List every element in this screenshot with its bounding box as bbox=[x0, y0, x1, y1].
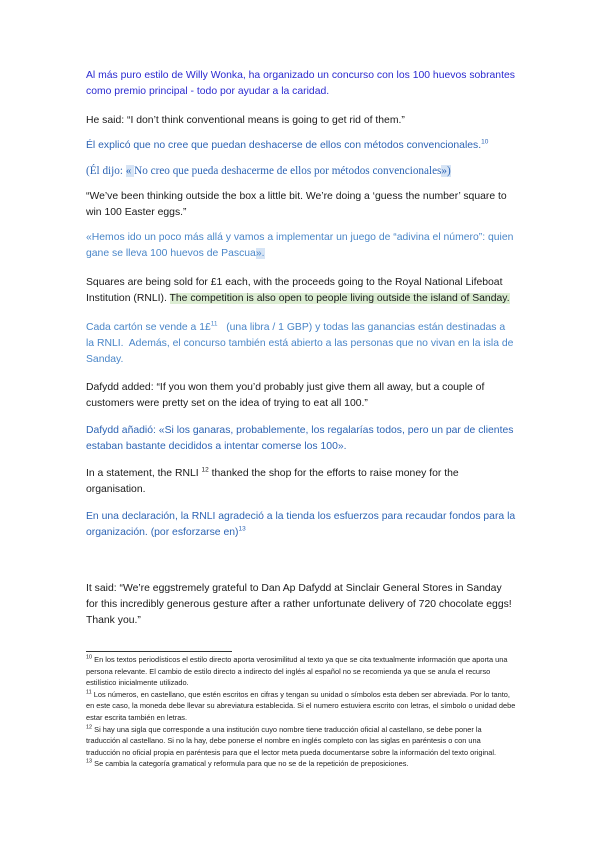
paragraph-squares bbox=[86, 275, 516, 307]
el-dijo-label: (Él dijo: bbox=[86, 165, 126, 177]
hemos-ido-text: «Hemos ido un poco más allá y vamos a implementar un juego de “adivina el número”: quien gane se lleva 100 huevos de Pascua bbox=[86, 232, 514, 259]
footnote-13 bbox=[86, 758, 516, 770]
squares-text: Squares are being sold for £1 each, with the proceeds going to the Royal National Lifeboat Institution (RNLI). bbox=[86, 277, 503, 304]
footnote-12 bbox=[86, 724, 516, 759]
dafydd-anadio-text: Dafydd añadió: «Si los ganaras, probablemente, los regalarías todos, pero un par de clientes estaban bastante decididos a intentar comerse los 100». bbox=[86, 425, 514, 452]
explico-text: Él explicó que no cree que puedan deshacerse de ellos con métodos convencionales. bbox=[86, 140, 482, 151]
footnote-number: 11 bbox=[86, 689, 92, 696]
paragraph-declaracion bbox=[86, 509, 516, 541]
document-page bbox=[86, 68, 516, 770]
paragraph-it-said bbox=[86, 581, 516, 629]
paragraph-outside-box bbox=[86, 189, 516, 221]
close-quote-mark: ») bbox=[441, 165, 451, 177]
it-said-text: It said: “We’re eggstremely grateful to Dan Ap Dafydd at Sinclair General Stores in Sanday for this incredibly generous gesture after a rather unfortunate delivery of 720 chocolate eggs! Thank you.” bbox=[86, 583, 512, 626]
outside-box-text: “We’ve been thinking outside the box a little bit. We’re doing a ‘guess the number’ square to win 100 Easter eggs.” bbox=[86, 191, 507, 218]
intro-es-text: Al más puro estilo de Willy Wonka, ha organizado un concurso con los 100 huevos sobrantes como premio principal - todo por ayudar a la caridad. bbox=[86, 70, 515, 97]
declaracion-text: En una declaración, la RNLI agradeció a la tienda los esfuerzos para recaudar fondos para la organización. (por esforzarse en) bbox=[86, 511, 516, 538]
footnote-text: En los textos periodísticos el estilo directo aporta verosimilitud al texto ya que se cita textualmente información que aporta una persona relevante. El cambio de estilo directo a indirecto del inglés al español no se recomienda ya que se anula el recurso estilístico inicialmente utilizado. bbox=[86, 655, 508, 688]
carton-text-b: (una libra / 1 GBP) y todas las ganancias están destinadas a la RNLI. Además, el concurso también está abierto a las personas que no vivan en la isla de Sanday. bbox=[86, 322, 517, 365]
competition-highlight: The competition is also open to people living outside the island of Sanday. bbox=[169, 293, 510, 304]
footnote-number: 12 bbox=[86, 724, 93, 731]
footnote-ref-11[interactable]: 11 bbox=[210, 320, 218, 328]
statement-text-a: In a statement, the RNLI bbox=[86, 468, 202, 479]
paragraph-hemos-ido bbox=[86, 230, 516, 262]
footnote-text: Si hay una sigla que corresponde a una institución cuyo nombre tiene traducción oficial al castellano, se debe poner la traducción al castellano. Si no la hay, debe ponerse el nombre en inglés completo con las siglas en paréntesis o con una traducción no oficial propia en paréntesis para que el lector meta pueda documentarse sobre la información del texto original. bbox=[86, 724, 497, 757]
footnote-text: Se cambia la categoría gramatical y reformula para que no se de la repetición de preposiciones. bbox=[92, 759, 409, 769]
paragraph-dafydd-anadio bbox=[86, 423, 516, 455]
footnote-number: 13 bbox=[86, 758, 93, 765]
footnote-ref-13[interactable]: 13 bbox=[238, 525, 246, 533]
paragraph-he-said bbox=[86, 113, 516, 129]
paragraph-statement bbox=[86, 466, 516, 498]
close-quote-highlight: ». bbox=[255, 248, 265, 259]
open-quote-mark: « bbox=[125, 165, 135, 177]
footnote-separator bbox=[86, 651, 232, 652]
paragraph-carton bbox=[86, 320, 516, 368]
paragraph-el-dijo bbox=[86, 163, 516, 179]
paragraph-dafydd-added bbox=[86, 380, 516, 412]
el-dijo-quote: No creo que pueda deshacerme de ellos por métodos convencionales bbox=[134, 165, 442, 177]
footnote-number: 10 bbox=[86, 654, 93, 661]
footnote-text: Los números, en castellano, que estén escritos en cifras y tengan su unidad o símbolos esta deben ser abreviada. Por lo tanto, en este caso, la moneda debe llevar su abreviatura establecida. Si el numero estuviera escrito con letras, el símbolo o unidad debe estar escrita también en letras. bbox=[86, 689, 516, 722]
he-said-text: He said: “I don’t think conventional means is going to get rid of them.” bbox=[86, 115, 405, 126]
paragraph-explico bbox=[86, 138, 516, 154]
footnote-11 bbox=[86, 689, 516, 724]
dafydd-added-text: Dafydd added: “If you won them you’d probably just give them all away, but a couple of customers were pretty set on the idea of trying to eat all 100.” bbox=[86, 382, 485, 409]
carton-text-a: Cada cartón se vende a 1£ bbox=[86, 322, 211, 333]
footnote-ref-12[interactable]: 12 bbox=[201, 466, 209, 474]
paragraph-intro-es bbox=[86, 68, 516, 100]
statement-text-b: thanked the shop for the efforts to raise money for the organisation. bbox=[86, 468, 459, 495]
footnotes bbox=[86, 654, 516, 770]
footnote-ref-10[interactable]: 10 bbox=[481, 138, 489, 146]
footnote-10 bbox=[86, 654, 516, 689]
